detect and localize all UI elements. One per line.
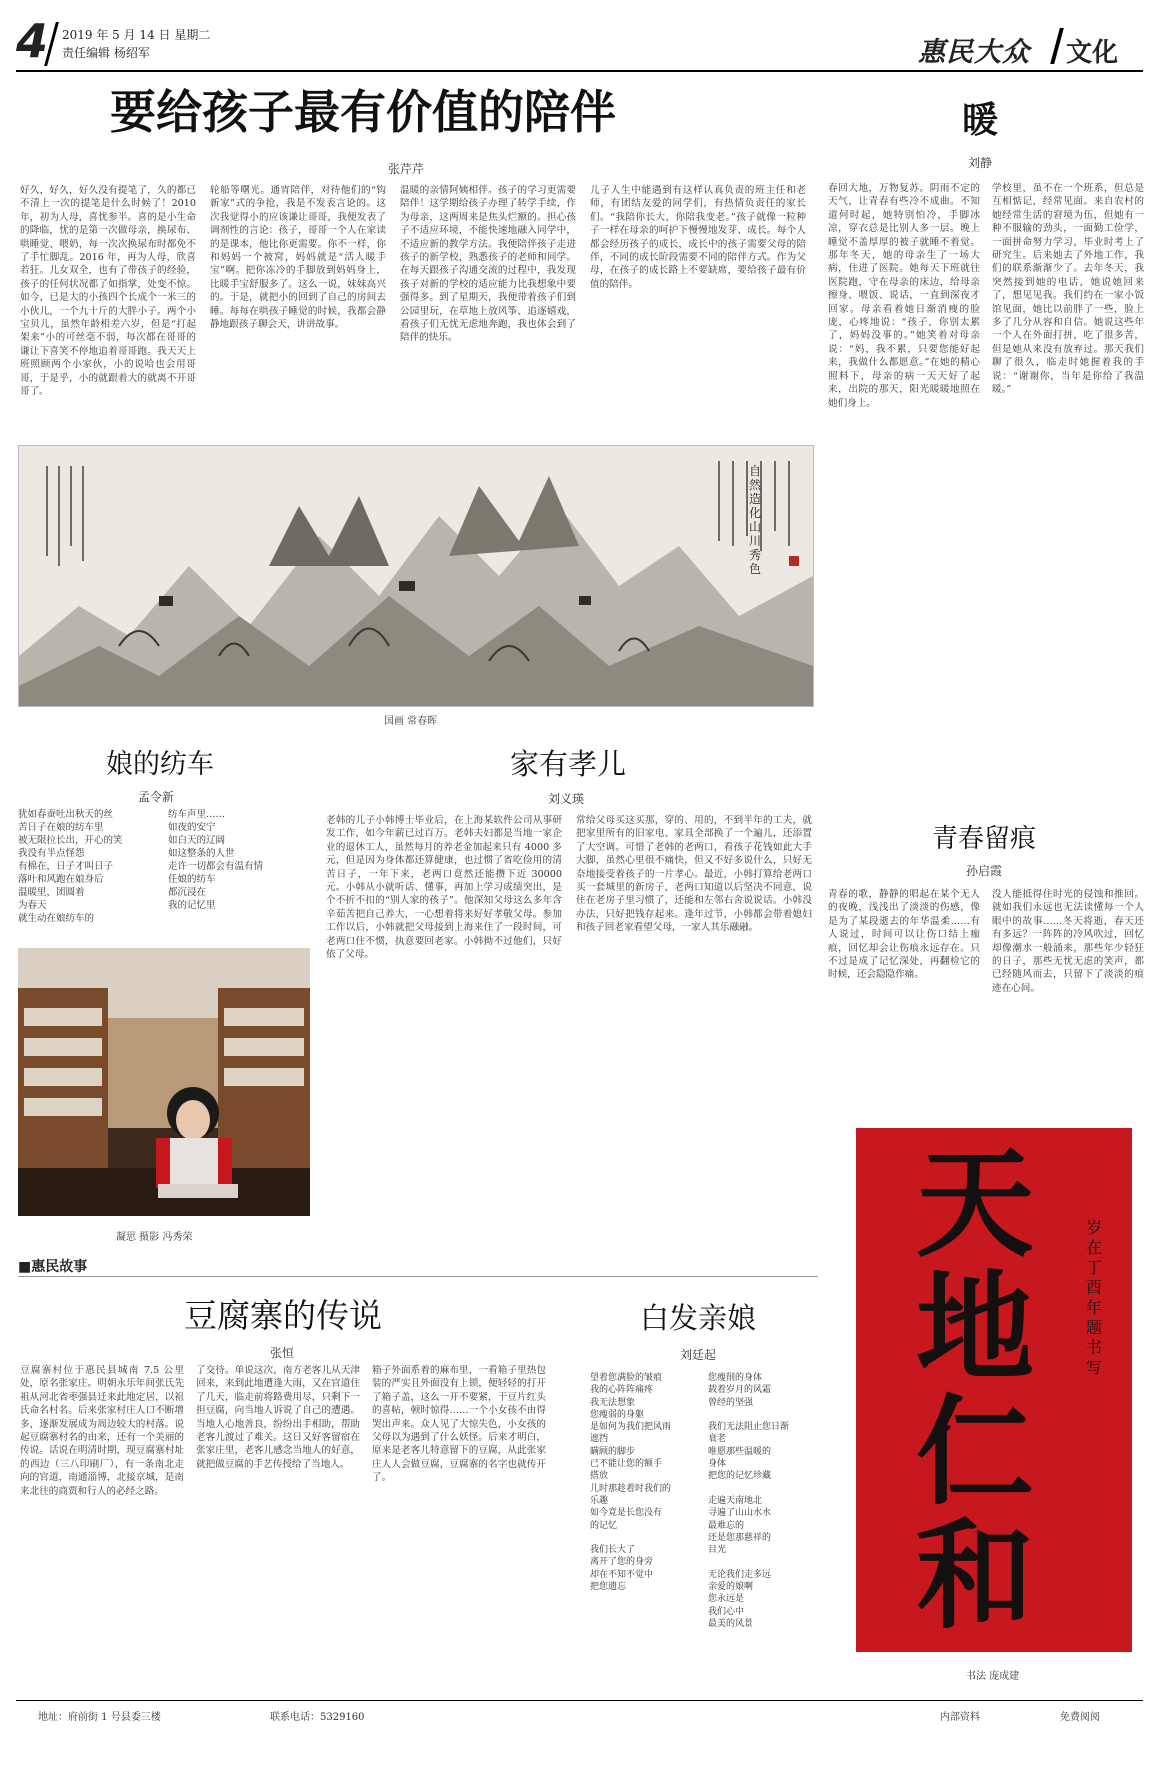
youth-article-col-2: 没人能抵得住时光的侵蚀和推回。就如我们永远也无法读懂每一个人眼中的故事……冬天将逝，春天还有多远？一阵阵的冷风吹过，回忆却像潮水一般涌来，那些年少轻狂的日子，那些无忧无虑的笑声，都已经随风而去，只留下了淡淡的痕迹在心间。 xyxy=(992,889,1144,994)
calligraphy-char-4: 和 xyxy=(916,1506,1035,1645)
filial-son-byline: 刘义瑛 xyxy=(548,792,585,806)
footer-phone: 联系电话：5329160 xyxy=(270,1712,365,1723)
header-editor: 责任编辑 杨绍军 xyxy=(62,46,150,60)
main-article-col-4: 儿子人生中能遇到有这样认真负责的班主任和老师，有团结友爱的同学们，有热情负责任的家长们。“我陪你长大，你陪我变老。”孩子就像一粒种子一样在母亲的呵护下慢慢地发芽、成长。每个人都会经历孩子的成长，成长中的孩子需要父母的陪伴，不同的成长阶段需要不同的陪伴方式。作为父母，在孩子的成长路上不要缺席，要给孩子最有价值的陪伴。 xyxy=(590,185,806,290)
calligraphy-char-2: 地 xyxy=(916,1258,1035,1397)
calligraphy-char-1: 天 xyxy=(916,1134,1035,1273)
tofu-village-title: 豆腐寨的传说 xyxy=(184,1296,382,1335)
tofu-village-byline: 张恒 xyxy=(270,1346,295,1360)
youth-article-byline: 孙启霞 xyxy=(966,864,1003,878)
footer-note-free: 免费阅阅 xyxy=(1060,1712,1100,1723)
painting-illustration xyxy=(19,446,813,706)
column-tag: ■惠民故事 xyxy=(18,1259,88,1275)
column-tag-rule xyxy=(18,1276,818,1277)
painting-caption: 国画 常春晖 xyxy=(384,716,438,727)
filial-son-col-1: 老韩的儿子小韩博士毕业后，在上海某软件公司从事研发工作，如今年薪已过百万。老韩夫妇都是当地一家企业的退休工人，虽然每月的养老金加起来只有 4000 多元，但是因为身体都还算健康，也过惯了省吃俭用的清苦日子，一年下来，老两口竟然还能攒下近 30000 元。小韩从小就听话、懂事，再加上学习成绩突出，是个不折不扣的“别人家的孩子”。他深知父母这么多年含辛茹苦把自己养大，一心想着将来好好孝敬父母。参加工作以后，小韩就把父母接到上海来住了一段时间，可老两口住不惯，执意要回老家。小韩拗不过他们，只好依了父母。 xyxy=(326,815,562,961)
main-article-title: 要给孩子最有价值的陪伴 xyxy=(110,85,616,139)
main-article-col-2: 轮船等曙光。通宵陪伴，对待他们的“钩新家”式的争抢，我是不发表言论的。这次我觉得小的应该谦让哥哥，我便发表了调剂性的言论：孩子，哥哥一个人在家读的是课本，他比你更需要。你不一样，你和妈妈一个被窝，妈妈就是“活人暖手宝”啊。把你冻冷的手脚放到妈妈身上，比暖手宝舒服多了。这么一说，妹妹高兴的。于是，就把小的回到了自己的房间去睡。每每在哄孩子睡觉的时候，我都会静静地跟孩子聊会天，讲讲故事。 xyxy=(210,185,386,331)
calligraphy-caption: 书法 庞成建 xyxy=(966,1671,1020,1682)
library-photo xyxy=(18,948,310,1216)
header-rule xyxy=(16,70,1143,72)
masthead-slash xyxy=(1050,28,1064,64)
warm-article-col-1: 春回大地，万物复苏。阴雨不定的天气，让青春有些冷不成曲。不知道何时起，她特别怕冷，手脚冰凉，穿衣总是比别人多一层。晚上睡觉不盖厚厚的被子就睡不着觉。那年冬天，她的母亲生了一场大病，住进了医院。她每天下班就往医院跑，守在母亲的床边，给母亲擦身、喂饭、说话，一直到深夜才回家。母亲看着她日渐消瘦的脸庞，心疼地说：“孩子，你别太累了，妈妈没事的。”她笑着对母亲说：“妈，我不累，只要您能好起来，我做什么都愿意。”在她的精心照料下，母亲的病一天天好了起来，出院的那天，阳光暖暖地照在她们身上。 xyxy=(828,183,980,409)
tofu-village-col-2: 了交待。单说这次，南方老客儿从天津回来，来到此地遭逢大雨，又在官道住了几天，临走前将路费用尽，只剩下一担豆腐，向当地人诉说了自己的遭遇。当地人心地善良，纷纷出手相助，帮助老客儿渡过了难关。这日又好客留宿在张家庄里，老客儿感念当地人的好意，就把做豆腐的手艺传授给了当地人。 xyxy=(196,1365,360,1470)
main-article-col-1: 好久，好久，好久没有提笔了，久的都已不清上一次的提笔是什么时候了！2010 年，初为人母，喜忧参半。喜的是小生命的降临，忧的是第一次做母亲，换尿布、哄睡觉、喂奶，每一次次换尿布时都免不了手忙脚乱。2016 年，再为人母，欣喜若狂。儿女双全，也有了带孩子的经验，孩子的任何状况都了如指掌，处变不惊。如今，已是大的小孩四个长成个一米三的小伙儿，一个九十斤的大胖小子。两个小宝贝儿，虽然年龄相差六岁，但是“打起架来”小的可丝毫不弱，每次都在哥哥的谦让下喜笑不停地追着哥哥跑。我天天上班照顾两个小家伙，小的说哈也会用哥哥，于是乎，小的就跟着大的就离不开哥哥了。 xyxy=(20,185,196,398)
photo-illustration xyxy=(18,948,310,1216)
painting-inscription: 自然造化 山川秀色 xyxy=(749,464,762,576)
mother-poem-right: 您瘦削的身体 载着岁月的风霜 曾经的坚强 我们无法阻止您日渐 衰老 唯愿那些温暖的 身体 把您的记忆珍藏 走遍天南地北 寻遍了山山水水 最难忘的 还是您那慈祥的 目光 无论我们走多远 亲爱的娘啊 您永远是 我们心中 最美的风景 xyxy=(708,1373,790,1629)
page-number: 4 xyxy=(16,14,49,68)
warm-article-col-2: 学校里，虽不在一个班系，但总是互相惦记，经常见面。来自农村的她经常生活的窘境为伍，但她有一种不服输的劲头，一面勤工俭学，一面拼命努力学习，毕业时考上了研究生。后来她去了外地工作，我们的联系渐渐少了。去年冬天，我突然接到她的电话，她说她回来了，想见见我。我们约在一家小饭馆见面，她比以前胖了一些，脸上多了几分从容和自信。她说这些年一个人在外面打拼，吃了很多苦，但是她从来没有放弃过。那天我们聊了很久，临走时她握着我的手说：“谢谢你，当年是你给了我温暖。” xyxy=(992,183,1144,396)
warm-article-byline: 刘静 xyxy=(968,156,993,170)
spinning-wheel-poem-right: 纺车声里…… 如夜的安宁 如白天的辽阔 如这整条的人世 走许一切都会有温有情 任娘的纺车 都沉浸在 我的记忆里 xyxy=(168,809,264,911)
footer-rule xyxy=(16,1700,1143,1701)
spinning-wheel-title: 娘的纺车 xyxy=(106,749,214,780)
youth-article-col-1: 青春的歌，静静的唱起在某个无人的夜晚，浅浅出了淡淡的伤感，像是为了某段逝去的年华温柔……有人说过，时间可以让伤口结上痂痕，回忆却会让伤痕永远存在。只不过是成了记忆深处，再翻检它的时候，还会隐隐作痛。 xyxy=(828,889,980,981)
filial-son-title: 家有孝儿 xyxy=(510,747,627,781)
mother-poem-title: 白发亲娘 xyxy=(640,1301,757,1335)
footer-address: 地址：府前街 1 号县委三楼 xyxy=(38,1712,161,1723)
section-name: 文化 xyxy=(1066,38,1119,68)
header-date: 2019 年 5 月 14 日 星期二 xyxy=(62,28,211,42)
landscape-painting xyxy=(18,445,814,707)
photo-caption: 凝思 摄影 冯秀荣 xyxy=(116,1232,193,1243)
tofu-village-col-1: 豆腐寨村位于惠民县城南 7.5 公里处，原名张家庄。明朝永乐年间张氏先祖从河北省枣强县迁来此地定居，以祖氏命名村名。后来张家村庄人口不断增多，逐渐发展成为周边较大的村落。说起豆腐寨村名的由来，还有一个美丽的传说。话说在明清时期，现豆腐寨村址的西边（三八印刷厂），有一条南北走向的官道，南通淄博，北接京城，是南来北往的商贾和行人的必经之路。 xyxy=(20,1365,184,1497)
spinning-wheel-poem-left: 犹如春蚕吐出秋天的丝 苦日子在娘的纺车里 被无限拉长出，开心的笑 我没有半点怪怨 有棉在，日子才叫日子 落叶和风跑在娘身后 温暖里，团圆着 为春天 就生动在娘纺车的 xyxy=(18,809,123,924)
calligraphy-char-3: 仁 xyxy=(916,1382,1035,1521)
youth-article-title: 青春留痕 xyxy=(932,824,1037,854)
main-article-col-3: 温暖的亲情阿姨相伴。孩子的学习更需要陪伴！这学期给孩子办理了转学手续，作为母亲，这两周来是焦头烂额的。担心孩子不适应环境，不能快速地融入同学中，不适应新的教学方法。我便陪伴孩子走进孩子的新学校，熟悉孩子的老师和同学。在每天跟孩子沟通交流的过程中，我发现孩子对新的学校的适应能力比我想象中要强得多。到了星期天，我便带着孩子们到公园里玩，在草地上放风筝、追逐嬉戏，看孩子们无忧无虑地奔跑，我也体会到了陪伴的快乐。 xyxy=(400,185,576,344)
footer-note-internal: 内部资料 xyxy=(940,1712,980,1723)
main-article-byline: 张芹芹 xyxy=(388,162,425,176)
filial-son-col-2: 常给父母买这买那，穿的、用的，不到半年的工夫，就把家里所有的旧家电、家具全部换了一个遍儿，还添置了大空调。可惜了老韩的老两口，看孩子花钱如此大手大脚，虽然心里很不痛快，但又不好多说什么，只好无奈地接受着孩子的一片孝心。最近，小韩打算给老两口买一套城里的新房子，老两口知道以后坚决不同意，说住在老房子里习惯了，还能和左邻右舍说说话。小韩没办法，只好把钱存起来。逢年过节，小韩都会带着媳妇和孩子回老家看望父母，一家人其乐融融。 xyxy=(576,815,812,934)
tofu-village-col-3: 箱子外面系着的麻布里，一看箱子里热包装的严实且外面没有上锁，便轻轻的打开了箱子盖，这么一开不要紧，干豆片红头的喜帖，顿时惊得……一个小女孩不由得哭出声来。众人见了大惊失色，小女孩的父母以为遇到了什么妖怪。后来才明白，原来是老客儿特意留下的豆腐，从此张家庄人人会做豆腐，豆腐寨的名字也就传开了。 xyxy=(372,1365,546,1484)
mother-poem-byline: 刘廷起 xyxy=(680,1348,717,1362)
mother-poem-left: 望着您满脸的皱痕 我的心阵阵痛疼 我无法想象 您瘦弱的身躯 是如何为我们把风雨 遮挡 瞒顾的脚步 已不能让您的额手 搭放 儿时那趁着时我们的 乐趣 如今竟是长您没有 的记忆 我们长大了 离开了您的身旁 却在不知不觉中 把您遗忘 xyxy=(590,1373,672,1593)
warm-article-title: 暖 xyxy=(962,100,999,141)
calligraphy-artwork xyxy=(856,1128,1132,1652)
masthead-logo: 惠民大众 xyxy=(918,37,1030,68)
spinning-wheel-byline: 孟令新 xyxy=(138,790,175,804)
calligraphy-inscription: 岁在丁酉年 题 书 写 xyxy=(1086,1218,1103,1377)
